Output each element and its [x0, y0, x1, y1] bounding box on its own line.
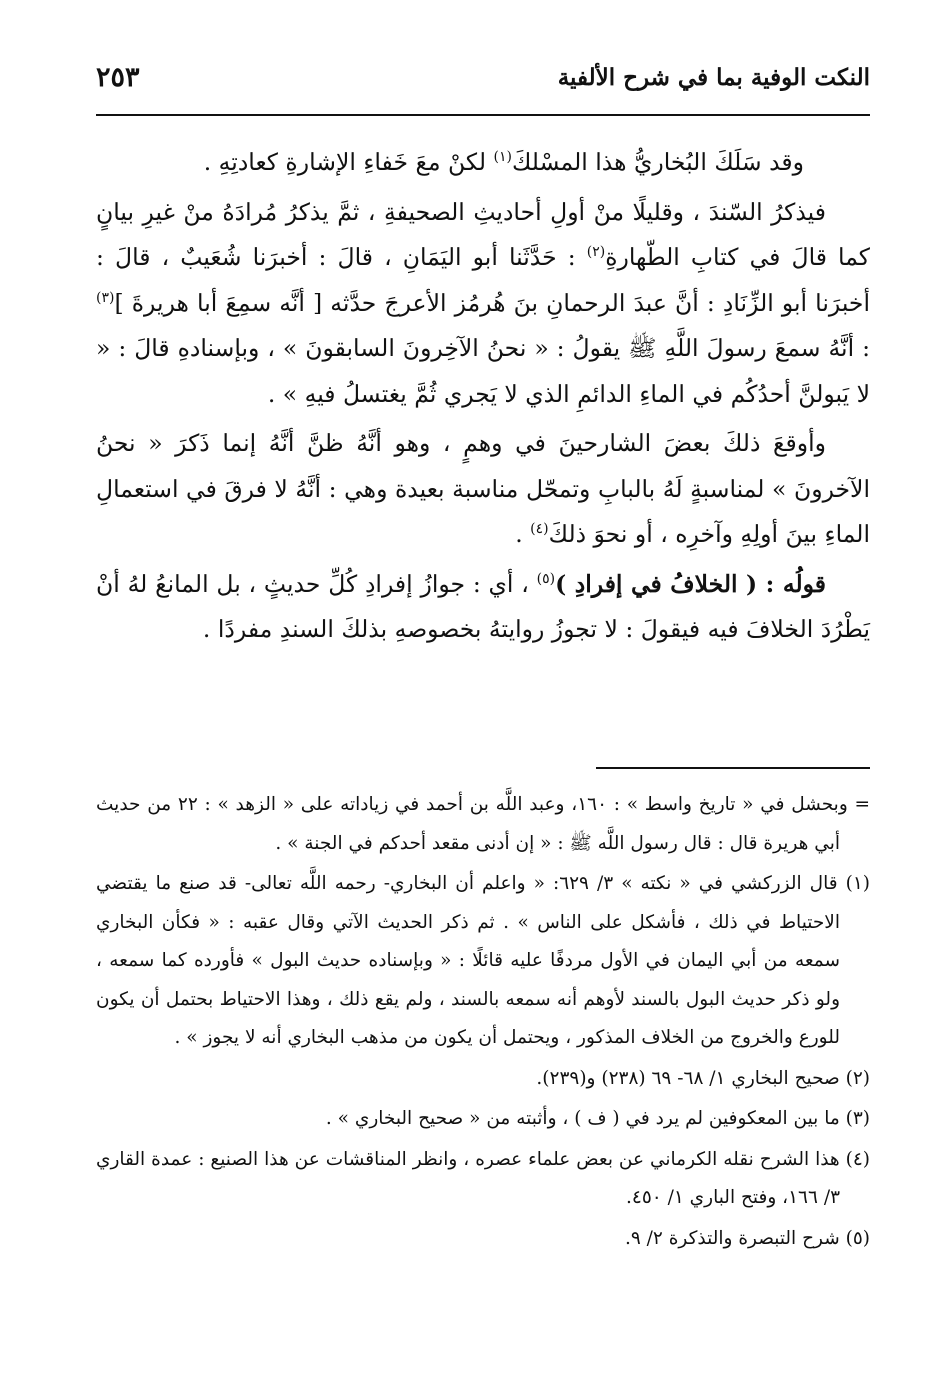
footnote-ref-2[interactable]: (٢): [586, 244, 606, 261]
footnote-continuation: = وبحشل في « تاريخ واسط » : ١٦٠، وعبد اللَّه بن أحمد في زياداته على « الزهد » : ٢٢ من حديث أبي هريرة قال : قال رسول اللَّه ﷺ : « إن أدنى مقعد أحدكم في الجنة » .: [96, 794, 870, 854]
text-run: قولُه : (: [737, 569, 826, 598]
footnote-1: (١) قال الزركشي في « نكته » ٣/ ٦٢٩: « واعلم أن البخاري- رحمه اللَّه تعالى- قد صنع ما يقتضي الاحتياط في ذلك ، فأشكل على الناس » . ثم ذكر الحديث الآتي وقال عقبه : « فكأن البخاري سمعه من أبي اليمان في الأول مردفًا عليه قائلًا : « وبإسناده حديث البول » فأورده كما سمعه ، ولو ذكر حديث البول بالسند لأوهم أنه سمعه بالسند ، ولم يقع ذلك ، وهذا الاحتياط بحتمل أن يكون للورع والخروج من الخلاف المذكور ، ويحتمل أن يكون من مذهب البخاري أنه لا يجوز » .: [96, 873, 870, 1048]
footnote-ref-1[interactable]: (١): [493, 149, 512, 166]
text-run: : أنَّهُ سمعَ رسولَ اللَّهِ ﷺ يقولُ : « نحنُ الآخِرونَ السابقونَ » ، وبإسنادهِ قالَ : « لا يَبولنَّ أحدُكُم في الماءِ الدائمِ الذي لا يَجري ثُمَّ يغتسلُ فيهِ » .: [96, 334, 870, 408]
main-text: [96, 140, 870, 657]
paragraph-3: [96, 421, 870, 558]
text-run: .: [515, 520, 531, 548]
footnote-ref-5[interactable]: (٥): [536, 570, 556, 587]
text-run: وأوقعَ ذلكَ بعضَ الشارحينَ في وهمٍ ، وهو أنَّهُ ظنَّ أنَّهُ إنما ذَكرَ « نحنُ الآخرونَ » لمناسبةٍ لَهُ بالبابِ وتمحّل مناسبة بعيدة وهي : أنَّهُ لا فرقَ في استعمالِ الماءِ بينَ أولِهِ وآخرِه ، أو نحوَ ذلكَ: [96, 429, 870, 548]
text-run: فيذكرُ السّندَ ، وقليلًا منْ أولِ أحاديثِ الصحيفةِ ، ثمَّ يذكرُ مُرادَهُ منْ غيرِ بيانٍ كما قالَ في كتابِ الطّهارةِ: [96, 197, 870, 271]
footnote-4: (٤) هذا الشرح نقله الكرماني عن بعض علماء عصره ، وانظر المناقشات عن هذا الصنيع : عمدة القاري ٣/ ١٦٦، وفتح الباري ١/ ٤٥٠.: [96, 1148, 870, 1208]
text-run: وقد سَلَكَ البُخاريُّ هذا المسْلكَ: [511, 148, 804, 176]
text-run: ): [555, 569, 575, 598]
header-rule: [96, 114, 870, 116]
paragraph-4: [96, 562, 870, 653]
footnotes: [96, 786, 870, 1260]
quoted-term: الخلافُ في إفرادِ: [574, 569, 738, 598]
footnote-2: (٢) صحيح البخاري ١/ ٦٨- ٦٩ (٢٣٨) و(٢٣٩).: [536, 1067, 870, 1089]
running-header: [96, 58, 870, 108]
footnote-ref-3[interactable]: (٣): [96, 289, 115, 306]
page-number: ٢٥٣: [96, 62, 140, 93]
footnote-rule: [596, 767, 870, 769]
text-run: ، أي : جوازُ إفرادِ كُلِّ حديثٍ ، بل المانعُ لهُ أنْ يَطْرُدَ الخلافَ فيه فيقولَ : لا تجوزُ روايتهُ بخصوصهِ بذلكَ السندِ مفردًا .: [96, 569, 870, 643]
paragraph-2: [96, 190, 870, 418]
text-run: : حَدَّثَنا أبو اليَمَانِ ، قالَ : أخبرَنا شُعَيبٌ ، قالَ : أخبرَنا أبو الزِّنَادِ : أنَّ عبدَ الرحمانِ بنَ هُرمُز الأعرجَ حدَّثه [ أنَّه سمِعَ أبا هريرةَ ]: [96, 243, 870, 317]
paragraph-1: [96, 140, 870, 186]
footnote-ref-4[interactable]: (٤): [530, 521, 549, 538]
footnote-5: (٥) شرح التبصرة والتذكرة ٢/ ٩.: [624, 1227, 870, 1249]
text-run: لكنْ معَ خَفاءِ الإشارةِ كعادتِهِ .: [203, 148, 494, 176]
footnote-3: (٣) ما بين المعكوفين لم يرد في ( ف ) ، وأثبته من « صحيح البخاري » .: [325, 1108, 870, 1129]
book-title: النكت الوفية بما في شرح الألفية: [557, 64, 870, 91]
